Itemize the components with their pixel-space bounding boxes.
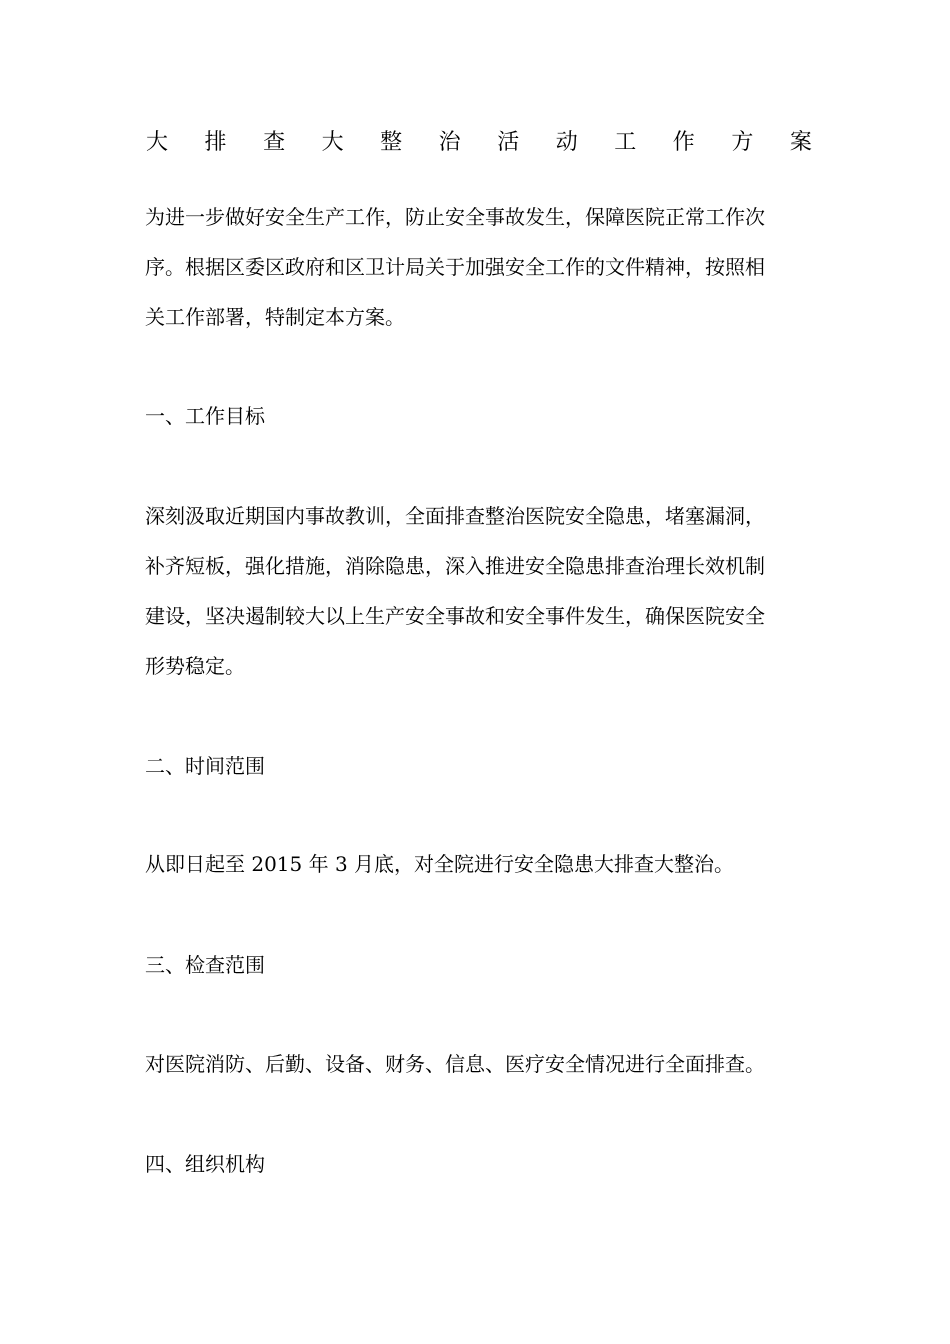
title-character: 查 bbox=[263, 130, 286, 155]
section-heading: 二、时间范围 bbox=[145, 754, 265, 778]
title-character: 排 bbox=[204, 130, 227, 155]
section-heading: 四、组织机构 bbox=[145, 1152, 265, 1176]
paragraph-line: 建设，坚决遏制较大以上生产安全事故和安全事件发生，确保医院安全 bbox=[145, 604, 765, 628]
paragraph-line: 对医院消防、后勤、设备、财务、信息、医疗安全情况进行全面排查。 bbox=[145, 1052, 765, 1076]
title-character: 动 bbox=[555, 130, 578, 155]
section-heading-goals bbox=[145, 391, 805, 441]
title-character: 治 bbox=[438, 130, 461, 155]
intro-line: 为进一步做好安全生产工作，防止安全事故发生，保障医院正常工作次 bbox=[145, 205, 765, 229]
title-character: 工 bbox=[614, 130, 637, 155]
paragraph-line: 从即日起至 2015 年 3 月底，对全院进行安全隐患大排查大整治。 bbox=[145, 852, 735, 876]
paragraph-line: 深刻汲取近期国内事故教训，全面排查整治医院安全隐患，堵塞漏洞， bbox=[145, 504, 765, 528]
section-heading-scope bbox=[145, 940, 805, 990]
title-character: 整 bbox=[380, 130, 403, 155]
paragraph-line: 补齐短板，强化措施，消除隐患，深入推进安全隐患排查治理长效机制 bbox=[145, 554, 765, 578]
section-paragraph-time bbox=[145, 839, 805, 889]
paragraph-line: 形势稳定。 bbox=[145, 654, 245, 678]
section-paragraph-scope bbox=[145, 1039, 805, 1089]
title-character: 案 bbox=[789, 130, 812, 155]
title-character: 活 bbox=[497, 130, 520, 155]
section-paragraph-goals bbox=[145, 491, 805, 691]
document-title bbox=[146, 128, 812, 158]
intro-line: 序。根据区委区政府和区卫计局关于加强安全工作的文件精神，按照相 bbox=[145, 255, 765, 279]
intro-paragraph bbox=[145, 192, 805, 342]
section-heading: 三、检查范围 bbox=[145, 953, 265, 977]
title-character: 大 bbox=[321, 130, 344, 155]
title-character: 方 bbox=[731, 130, 754, 155]
title-character: 作 bbox=[672, 130, 695, 155]
intro-line: 关工作部署，特制定本方案。 bbox=[145, 305, 405, 329]
title-character: 大 bbox=[146, 130, 169, 155]
section-heading: 一、工作目标 bbox=[145, 404, 265, 428]
section-heading-organization bbox=[145, 1139, 805, 1189]
section-heading-time bbox=[145, 741, 805, 791]
